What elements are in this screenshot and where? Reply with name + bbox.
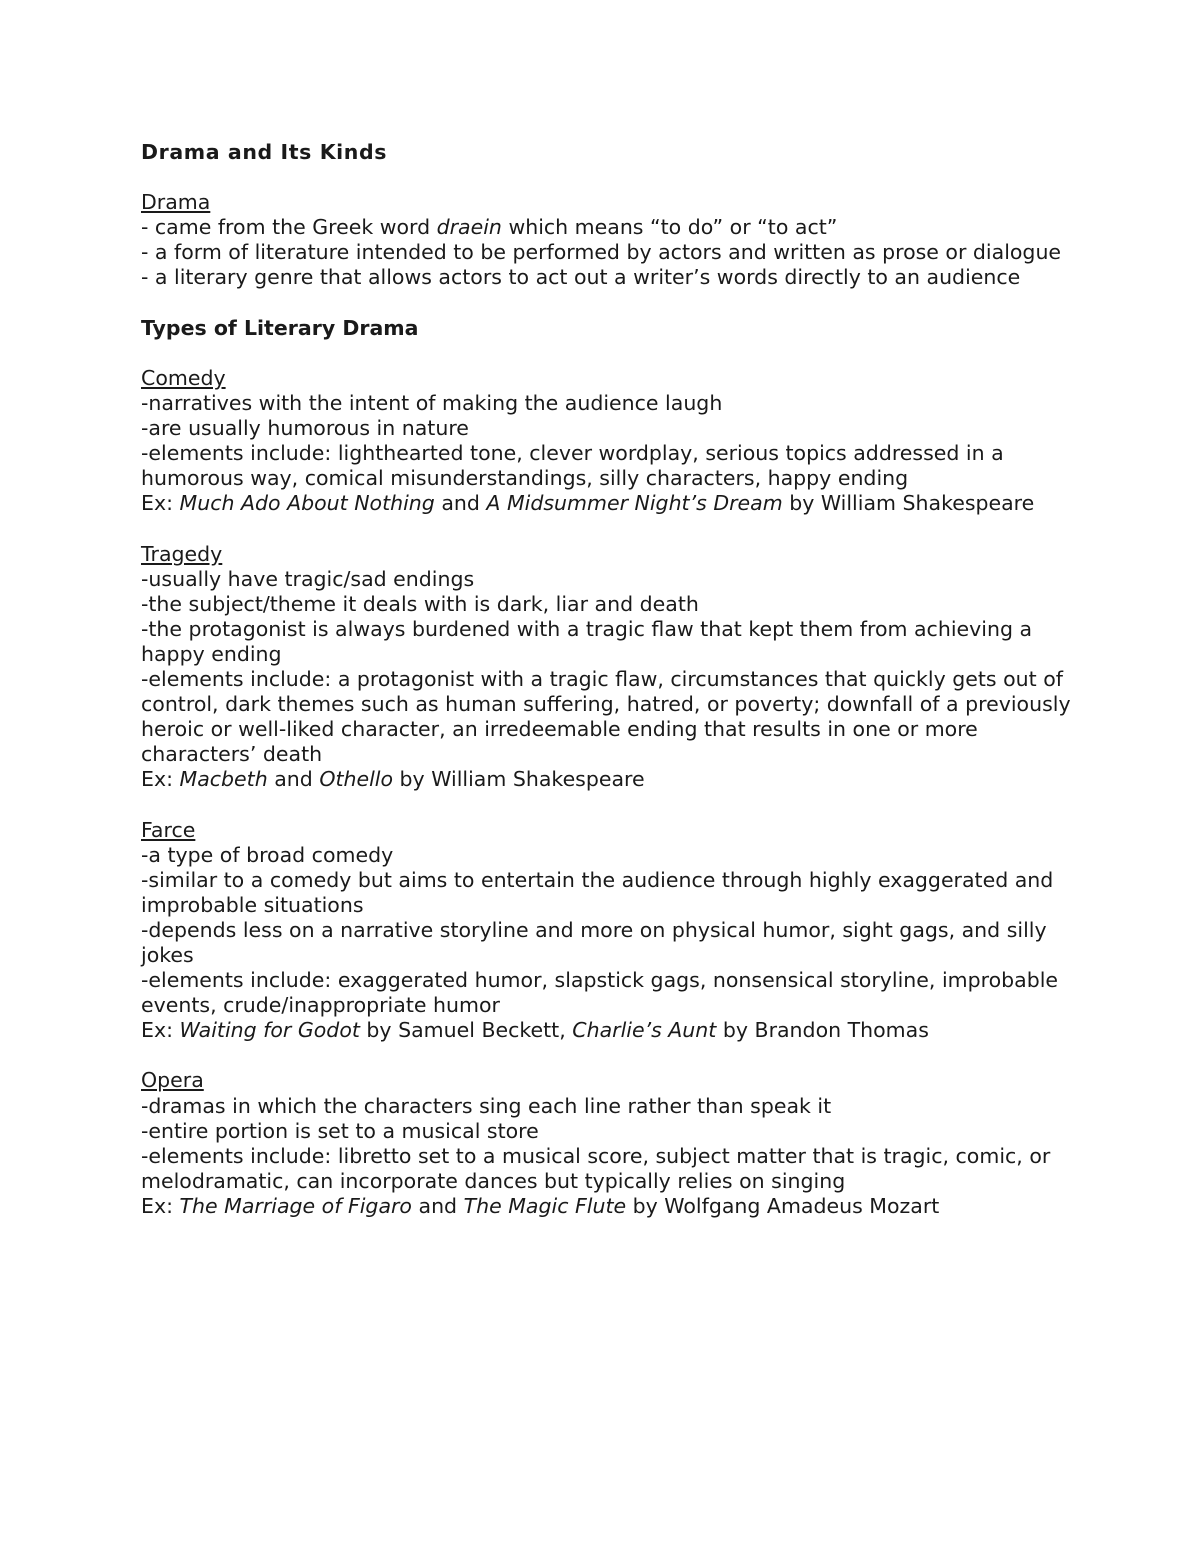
tragedy-line: -the subject/theme it deals with is dark, liar and death [141, 591, 699, 616]
work-title: Charlie’s Aunt [572, 1018, 717, 1043]
drama-line-etymology [141, 215, 1071, 240]
italic-word: draein [436, 215, 502, 240]
opera-line: -dramas in which the characters sing each line rather than speak it [141, 1093, 832, 1118]
farce-line: -depends less on a narrative storyline and more on physical humor, sight gags, and silly jokes [141, 917, 1047, 967]
work-title: Waiting for Godot [179, 1018, 360, 1043]
text-run: and [267, 767, 320, 792]
work-title: Macbeth [179, 767, 268, 792]
text-run: and [434, 491, 487, 516]
tragedy-line: -usually have tragic/sad endings [141, 566, 475, 591]
text-run: by Wolfgang Amadeus Mozart [626, 1193, 940, 1218]
text-run: by Samuel Beckett, [359, 1018, 573, 1043]
comedy-example [141, 491, 1071, 516]
opera-example [141, 1194, 1071, 1219]
text-run: - came from the Greek word [141, 215, 437, 240]
comedy-line: -elements include: lighthearted tone, clever wordplay, serious topics addressed in a humorous way, comical misunderstandings, silly characters, happy ending [141, 441, 1004, 491]
text-run: Ex: [141, 1193, 180, 1218]
farce-example [141, 1018, 1071, 1043]
drama-line-definition: - a form of literature intended to be performed by actors and written as prose or dialogue [141, 240, 1062, 265]
opera-line: -entire portion is set to a musical store [141, 1118, 539, 1143]
text-run: Ex: [141, 491, 180, 516]
document-title: Drama and Its Kinds [141, 140, 388, 164]
spacer [141, 165, 1071, 190]
spacer [141, 291, 1071, 316]
farce-line: -elements include: exaggerated humor, slapstick gags, nonsensical storyline, improbable events, crude/inappropriate humor [141, 968, 1059, 1018]
text-run: Ex: [141, 1018, 180, 1043]
tragedy-heading: Tragedy [141, 541, 223, 566]
farce-line: -similar to a comedy but aims to entertain the audience through highly exaggerated and improbable situations [141, 867, 1054, 917]
tragedy-line: -elements include: a protagonist with a tragic flaw, circumstances that quickly gets out of control, dark themes such as human suffering, hatred, or poverty; downfall of a previously heroic or well-liked character, an irredeemable ending that results in one or more characters’ death [141, 666, 1071, 767]
comedy-line: -narratives with the intent of making the audience laugh [141, 390, 723, 415]
tragedy-example [141, 767, 1071, 792]
work-title: Much Ado About Nothing [179, 491, 435, 516]
work-title: The Magic Flute [463, 1193, 627, 1218]
spacer [141, 1043, 1071, 1068]
text-run: Ex: [141, 767, 180, 792]
text-run: and [411, 1193, 464, 1218]
text-run: by Brandon Thomas [716, 1018, 929, 1043]
types-heading: Types of Literary Drama [141, 315, 419, 340]
opera-line: -elements include: libretto set to a musical score, subject matter that is tragic, comic, or melodramatic, can incorporate dances but typically relies on singing [141, 1143, 1051, 1193]
opera-heading: Opera [141, 1068, 204, 1093]
comedy-heading: Comedy [141, 365, 226, 390]
drama-heading: Drama [141, 190, 211, 215]
work-title: Othello [319, 767, 394, 792]
text-run: which means “to do” or “to act” [501, 215, 838, 240]
spacer [141, 341, 1071, 366]
comedy-line: -are usually humorous in nature [141, 416, 469, 441]
text-run: by William Shakespeare [393, 767, 645, 792]
text-run: by William Shakespeare [782, 491, 1035, 516]
drama-line-genre: - a literary genre that allows actors to act out a writer’s words directly to an audience [141, 265, 1021, 290]
spacer [141, 792, 1071, 817]
farce-line: -a type of broad comedy [141, 842, 394, 867]
document-page [141, 140, 1071, 1219]
farce-heading: Farce [141, 817, 196, 842]
tragedy-line: -the protagonist is always burdened with a tragic flaw that kept them from achieving a happy ending [141, 616, 1033, 666]
work-title: A Midsummer Night’s Dream [486, 491, 783, 516]
spacer [141, 516, 1071, 541]
work-title: The Marriage of Figaro [179, 1193, 412, 1218]
